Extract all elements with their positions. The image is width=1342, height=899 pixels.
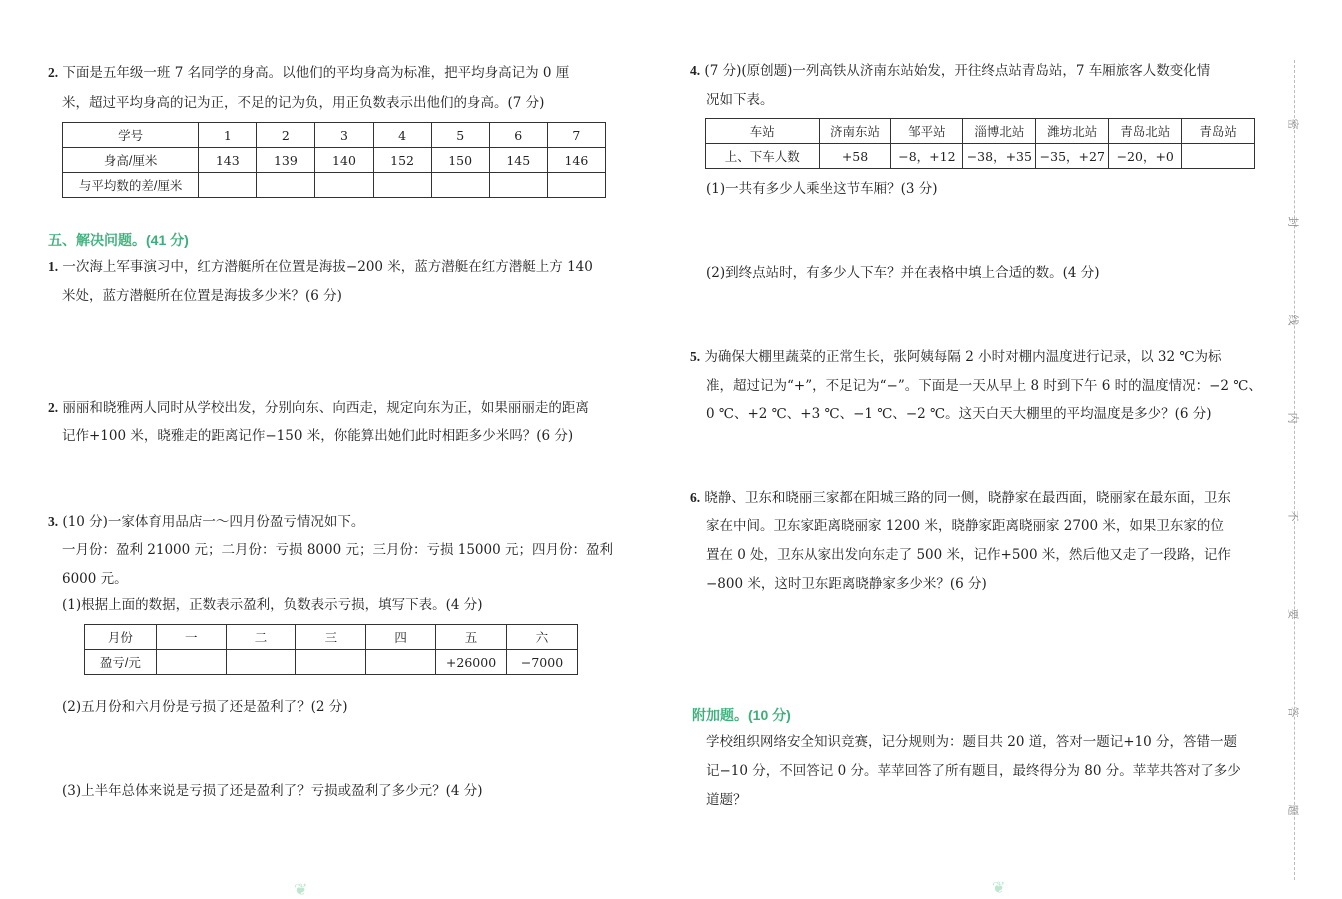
- question-text: 记−10 分，不回答记 0 分。苹苹回答了所有题目，最终得分为 80 分。苹苹共答对了多少: [706, 763, 1241, 779]
- binding-margin-char: 内: [1286, 412, 1300, 424]
- question-text: 准，超过记为“+”，不足记为“−”。下面是一天从早上 8 时到下午 6 时的温度情况：−2 ℃、: [706, 378, 1262, 394]
- question-number: 1.: [48, 259, 59, 274]
- table-cell: 济南东站: [819, 119, 891, 144]
- question-text: 一月份：盈利 21000 元；二月份：亏损 8000 元；三月份：亏损 15000 元；四月份：盈利: [62, 542, 613, 558]
- table-cell: −20，+0: [1109, 144, 1182, 169]
- table-cell: 4: [373, 123, 431, 148]
- table-row: [706, 119, 1255, 144]
- question-text: 记作+100 米，晓雅走的距离记作−150 米，你能算出她们此时相距多少米吗？(6 分): [62, 428, 574, 444]
- table-cell: 三: [296, 625, 366, 650]
- row-header-cell: 盈亏/元: [85, 650, 157, 675]
- question-text: 丽丽和晓雅两人同时从学校出发，分别向东、向西走，规定向东为正，如果丽丽走的距离: [62, 400, 589, 416]
- table-cell: 1: [199, 123, 257, 148]
- question-text: 况如下表。: [706, 92, 774, 108]
- question-text: 学校组织网络安全知识竞赛，记分规则为：题目共 20 道，答对一题记+10 分，答错一题: [706, 734, 1238, 750]
- table-cell: +26000: [436, 650, 507, 675]
- row-header-cell: 上、下车人数: [706, 144, 820, 169]
- question-number: 2.: [48, 65, 59, 80]
- section-five-title: 五、解决问题。(41 分): [48, 232, 189, 248]
- question-number: 2.: [48, 400, 59, 415]
- bonus-title: 附加题。(10 分): [692, 707, 791, 723]
- table-cell: 淄博北站: [963, 119, 1036, 144]
- table-cell: 邹平站: [891, 119, 963, 144]
- question-text: 米，超过平均身高的记为正，不足的记为负，用正负数表示出他们的身高。(7 分): [62, 95, 545, 111]
- table-cell: 146: [547, 148, 605, 173]
- sub-question-1: (1)根据上面的数据，正数表示盈利，负数表示亏损，填写下表。(4 分): [62, 597, 483, 613]
- question-text: 置在 0 处，卫东从家出发向东走了 500 米，记作+500 米，然后他又走了一段路，记作: [706, 547, 1231, 563]
- row-header-cell: 车站: [706, 119, 820, 144]
- sub-question-1: (1)一共有多少人乘坐这节车厢？(3 分): [706, 181, 938, 197]
- table-cell: [156, 650, 226, 675]
- table-row: [63, 123, 606, 148]
- table-cell: [373, 173, 431, 198]
- table-cell: [431, 173, 489, 198]
- table-cell: [296, 650, 366, 675]
- question-number: 3.: [48, 514, 59, 529]
- question-number: 6.: [690, 490, 701, 505]
- table-cell: −38，+35: [963, 144, 1036, 169]
- question-text: 一次海上军事演习中，红方潜艇所在位置是海拔−200 米，蓝方潜艇在红方潜艇上方 140: [62, 259, 593, 275]
- table-cell: 四: [366, 625, 436, 650]
- row-header-cell: 与平均数的差/厘米: [63, 173, 199, 198]
- height-table: [62, 122, 606, 198]
- table-cell: 5: [431, 123, 489, 148]
- question-text: 6000 元。: [62, 571, 128, 587]
- table-cell: 143: [199, 148, 257, 173]
- question-text: 下面是五年级一班 7 名同学的身高。以他们的平均身高为标准，把平均身高记为 0 厘: [62, 65, 570, 81]
- table-cell: [257, 173, 315, 198]
- question-text: (7 分)(原创题)一列高铁从济南东站始发，开往终点站青岛站，7 车厢旅客人数变化情: [704, 63, 1211, 79]
- sub-question-3: (3)上半年总体来说是亏损了还是盈利了？亏损或盈利了多少元？(4 分): [62, 783, 483, 799]
- leaf-decoration-icon: ❦: [992, 878, 1006, 897]
- binding-margin-char: 不: [1286, 510, 1300, 522]
- binding-margin-char: 答: [1286, 706, 1300, 718]
- table-cell: [1182, 144, 1255, 169]
- binding-margin-char: 密: [1286, 118, 1300, 130]
- table-cell: 3: [315, 123, 373, 148]
- table-cell: 7: [547, 123, 605, 148]
- binding-margin-char: 要: [1286, 608, 1300, 620]
- binding-line: [1294, 60, 1295, 880]
- question-text: 米处，蓝方潜艇所在位置是海拔多少米？(6 分): [62, 288, 342, 304]
- question-text: 家在中间。卫东家距离晓丽家 1200 米，晓静家距离晓丽家 2700 米，如果卫东家的位: [706, 518, 1224, 534]
- leaf-decoration-icon: ❦: [294, 880, 308, 899]
- question-text: 晓静、卫东和晓丽三家都在阳城三路的同一侧，晓静家在最西面，晓丽家在最东面，卫东: [704, 490, 1231, 506]
- table-row: [706, 144, 1255, 169]
- binding-margin-char: 题: [1286, 804, 1300, 816]
- table-cell: −8，+12: [891, 144, 963, 169]
- question-text: −800 米，这时卫东距离晓静家多少米？(6 分): [706, 576, 987, 592]
- table-cell: 6: [489, 123, 547, 148]
- table-cell: [547, 173, 605, 198]
- table-cell: 2: [257, 123, 315, 148]
- question-text: 为确保大棚里蔬菜的正常生长，张阿姨每隔 2 小时对棚内温度进行记录，以 32 ℃为标: [704, 349, 1222, 365]
- table-cell: 139: [257, 148, 315, 173]
- row-header-cell: 月份: [85, 625, 157, 650]
- table-cell: 五: [436, 625, 507, 650]
- table-cell: 152: [373, 148, 431, 173]
- table-cell: [489, 173, 547, 198]
- question-text: 0 ℃、+2 ℃、+3 ℃、−1 ℃、−2 ℃。这天白天大棚里的平均温度是多少？(6 分): [706, 406, 1212, 422]
- table-cell: 潍坊北站: [1036, 119, 1109, 144]
- table-cell: [199, 173, 257, 198]
- sub-question-2: (2)五月份和六月份是亏损了还是盈利了？(2 分): [62, 699, 348, 715]
- table-cell: 六: [507, 625, 578, 650]
- table-row: [85, 650, 578, 675]
- table-cell: −35，+27: [1036, 144, 1109, 169]
- table-cell: [226, 650, 296, 675]
- binding-margin-char: 线: [1286, 314, 1300, 326]
- table-cell: 青岛站: [1182, 119, 1255, 144]
- question-number: 4.: [690, 63, 701, 78]
- table-cell: −7000: [507, 650, 578, 675]
- table-cell: 150: [431, 148, 489, 173]
- table-row: [63, 148, 606, 173]
- table-cell: 青岛北站: [1109, 119, 1182, 144]
- table-cell: [366, 650, 436, 675]
- row-header-cell: 学号: [63, 123, 199, 148]
- table-cell: 145: [489, 148, 547, 173]
- question-number: 5.: [690, 349, 701, 364]
- profit-loss-table: [84, 624, 578, 675]
- table-cell: 一: [156, 625, 226, 650]
- question-text: 道题？: [706, 792, 747, 808]
- table-cell: 二: [226, 625, 296, 650]
- table-cell: +58: [819, 144, 891, 169]
- sub-question-2: (2)到终点站时，有多少人下车？并在表格中填上合适的数。(4 分): [706, 265, 1100, 281]
- table-row: [85, 625, 578, 650]
- table-cell: [315, 173, 373, 198]
- train-passenger-table: [705, 118, 1255, 169]
- question-text: (10 分)一家体育用品店一～四月份盈亏情况如下。: [62, 514, 365, 530]
- table-row: [63, 173, 606, 198]
- binding-margin-char: 封: [1286, 216, 1300, 228]
- row-header-cell: 身高/厘米: [63, 148, 199, 173]
- table-cell: 140: [315, 148, 373, 173]
